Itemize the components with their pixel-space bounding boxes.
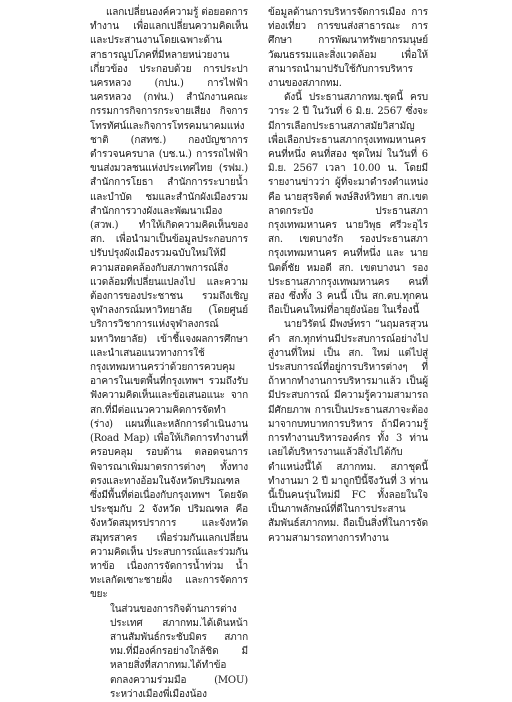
right-paragraph-2: ดังนี้ ประธานสภากทม.ชุดนี้ ครบวาระ 2 ปี ในวันที่ 6 มิ.ย. 2567 ซึ่งจะมีการเลือกประธานสภาสมัยวิสามัญเพื่อเลือกประธานสภากรุงเทพมหานครคนที่หนึ่ง คนที่สอง ชุดใหม่ ในวันที่ 6 มิ.ย. 2567 เวลา 10.00 น. โดยมีรายงานข่าวว่า ผู้ที่จะมาดำรงตำแหน่ง คือ นายสุรจิตต์ พงษ์สิงห์วิทยา สก.เขตลาดกระบัง ประธานสภากรุงเทพมหานคร นายวิพุธ ศรีวะอุไร สก. เขตบางรัก รองประธานสภากรุงเทพมหานคร คนที่หนึ่ง และ นายนิตติ์ชัย หมอดี สก. เขตบางนา รองประธานสภากรุงเทพมหานคร คนที่สอง ซึ่งทั้ง 3 คนนี้ เป็น สก.ตบ.ทุกคน ถือเป็นคนใหม่ที่อายุยังน้อย ในเรื่องนี้	[268, 92, 428, 317]
left-text-column	[90, 6, 248, 702]
right-paragraph-3: นายวิรัตน์ มีพงษ์ทรา “นฤมลรสุวนคำ สก.ทุกท่านมีประสบการณ์อย่างไปสู่งานที่ใหม่ เป็น สก. ใหม่ แต่ไปสู่ประสบการณ์ที่อยู่การบริหารต่างๆ ที่ถ้าหากทำงานการบริหารมาแล้ว เป็นผู้มีประสบการณ์ มีความรู้ความสามารถมีศักยภาพ การเป็นประธานสภาจะต้องมาจากบทบาทการบริหาร ถ้ามีความรู้การทำงานบริหารองค์กร ทั้ง 3 ท่านเลยได้บริหารงานแล้วสิ่งไปได้กับตำแหน่งนี้ได้ สภากทม. สภาชุดนี้ทำงานมา 2 ปี มาถูกปีนี้จึงวันที่ 3 ท่านนี้เป็นคนรุ่นใหม่มี FC ทั้งลอยในใจ เป็นภาพลักษณ์ที่ดีในการประสานสัมพันธ์สภากทม. ถือเป็นสิ่งที่ในการจัดความสามารถทางการทำงาน	[268, 319, 428, 544]
left-paragraph-1: แลกเปลี่ยนองค์ความรู้ ต่อยอดการทำงาน เพื่อแลกเปลี่ยนความคิดเห็นและประสานงานโดยเฉพาะด้านสาธารณูปโภคที่มีหลายหน่วยงานเกี่ยวข้อง ประกอบด้วย การประปานครหลวง (กปน.) การไฟฟ้านครหลวง (กฟน.) สำนักงานคณะกรรมการกิจการกระจายเสียง กิจการโทรทัศน์และกิจการโทรคมนาคมแห่งชาติ (กสทช.) กองบัญชาการตำรวจนครบาล (บช.น.) การรถไฟฟ้าขนส่งมวลชนแห่งประเทศไทย (รฟม.) สำนักการโยธา สำนักการระบายน้ำและบำบัด ชมและสำนักผังเมืองรวมสำนักการวางผังและพัฒนาเมือง (สวพ.) ทำให้เกิดความคิดเห็นของ สก. เพื่อนำมาเป็นข้อมูลประกอบการปรับปรุงผังเมืองรวมฉบับใหม่ให้มีความสอดคล้องกับสภาพการณ์สิ่งแวดล้อมที่เปลี่ยนแปลงไป และความต้องการของประชาชน รวมถึงเชิญจุฬาลงกรณ์มหาวิทยาลัย (โดยศูนย์บริการวิชาการแห่งจุฬาลงกรณ์มหาวิทยาลัย) เข้าชี้แจงผลการศึกษาและนำเสนอแนวทางการใช้กรุงเทพมหานครว่าด้วยการควบคุมอาคารในเขตพื้นที่กรุงเทพฯ รวมถึงรับฟังความคิดเห็นและข้อเสนอแนะ จาก สก.ที่มีต่อแนวความคิดการจัดทำ (ร่าง) แผนที่และหลักการดำเนินงาน (Road Map) เพื่อให้เกิดการทำงานที่ครอบคลุม รอบด้าน ตลอดจนการพิจารณาเพิ่มมาตรการต่างๆ ทั้งทางตรงและทางอ้อมในจังหวัดปริมณฑล ซึ่งมีพื้นที่ต่อเนื่องกับกรุงเทพฯ โดยจัดประชุมกับ 2 จังหวัด ปริมณฑล คือ จังหวัดสมุทรปราการ และจังหวัดสมุทรสาคร เพื่อร่วมกันแลกเปลี่ยนความคิดเห็น ประสบการณ์และร่วมกันหาข้อ เนื่องการจัดการน้ำท่วม น้ำทะเลกัดเซาะชายฝั่ง และการจัดการขยะ	[90, 7, 249, 601]
left-paragraph-2: ในส่วนของการกิจด้านการต่างประเทศ สภากทม.ได้เดินหน้าสานสัมพันธ์กระชับมิตร สภากทม.ที่มีองค์กรอย่างใกล้ชิด มีหลายสิ่งที่สภากทม.ได้ทำข้อตกลงความร่วมมือ (MOU) ระหว่างเมืองพี่เมืองน้อง	[110, 603, 248, 700]
right-text-column	[268, 6, 428, 546]
right-paragraph-1: ข้อมูลด้านการบริหารจัดการเมือง การท่องเที่ยว การขนส่งสาธารณะ การศึกษา การพัฒนาทรัพยากรมนุษย์ วัฒนธรรมและสิ่งแวดล้อม เพื่อให้สามารถนำมาปรับใช้กับการบริหารงานของสภากทม.	[268, 7, 428, 90]
